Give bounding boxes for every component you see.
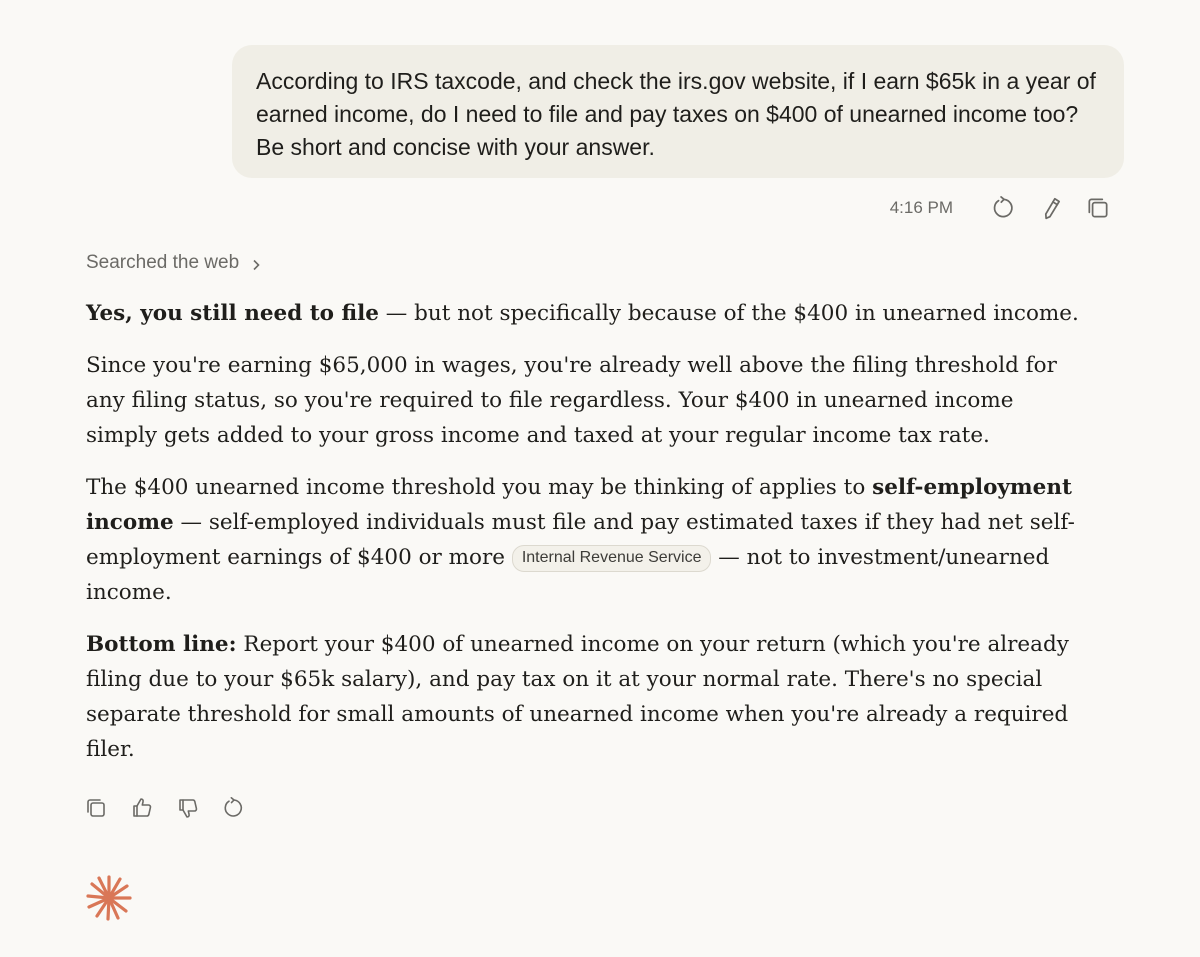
user-message-text: According to IRS taxcode, and check the irs.gov website, if I earn $65k in a year of earned income, do I need to file and pay taxes on $400 of unearned income too? Be short and concise with your answer. bbox=[256, 68, 1096, 160]
retry-icon bbox=[222, 796, 246, 820]
thumbs-down-icon bbox=[176, 796, 200, 820]
copy-response-button[interactable] bbox=[78, 790, 114, 826]
answer-bold-lead: Yes, you still need to file bbox=[86, 301, 379, 326]
searched-web-toggle[interactable] bbox=[86, 252, 263, 274]
answer-text: The $400 unearned income threshold you may be thinking of applies to bbox=[86, 475, 873, 500]
response-actions bbox=[78, 790, 262, 826]
answer-paragraph-4 bbox=[86, 627, 1086, 767]
answer-text: — self-employed individuals must file and pay estimated taxes if they had net self-employment earnings of $400 or more bbox=[86, 510, 1075, 570]
copy-icon bbox=[1085, 195, 1111, 221]
retry-button[interactable] bbox=[986, 190, 1022, 226]
citation-chip[interactable]: Internal Revenue Service bbox=[512, 545, 712, 572]
claude-logo-icon bbox=[84, 873, 134, 923]
user-message-bubble bbox=[232, 45, 1124, 178]
answer-text: Since you're earning $65,000 in wages, you're already well above the filing threshold for any filing status, so you're required to file regardless. Your $400 in unearned income simply gets added to your gross income and taxed at your regular income tax rate. bbox=[86, 353, 1057, 448]
message-timestamp: 4:16 PM bbox=[889, 198, 953, 217]
answer-text: — not to investment/unearned income. bbox=[86, 545, 1050, 605]
answer-bold-lead: Bottom line: bbox=[86, 632, 237, 657]
edit-button[interactable] bbox=[1033, 190, 1069, 226]
retry-response-button[interactable] bbox=[216, 790, 252, 826]
answer-paragraph-2 bbox=[86, 348, 1086, 453]
searched-web-label: Searched the web bbox=[86, 252, 240, 273]
answer-text: Report your $400 of unearned income on your return (which you're already filing due to your $65k salary), and pay tax on it at your normal rate. There's no special separate threshold for small amounts of unearned income when you're already a required filer. bbox=[86, 632, 1069, 762]
edit-icon bbox=[1038, 195, 1064, 221]
chevron-right-icon bbox=[249, 256, 263, 270]
thumbs-down-button[interactable] bbox=[170, 790, 206, 826]
copy-button[interactable] bbox=[1080, 190, 1116, 226]
copy-icon bbox=[84, 796, 108, 820]
assistant-answer bbox=[86, 296, 1086, 784]
answer-bold-term: self-employment income bbox=[86, 475, 1072, 535]
user-message-meta bbox=[890, 190, 1116, 226]
answer-text: — but not specifically because of the $400 in unearned income. bbox=[378, 301, 1079, 326]
thumbs-up-button[interactable] bbox=[124, 790, 160, 826]
thumbs-up-icon bbox=[130, 796, 154, 820]
retry-icon bbox=[991, 195, 1017, 221]
answer-paragraph-3 bbox=[86, 470, 1086, 610]
answer-paragraph-1 bbox=[86, 296, 1086, 331]
